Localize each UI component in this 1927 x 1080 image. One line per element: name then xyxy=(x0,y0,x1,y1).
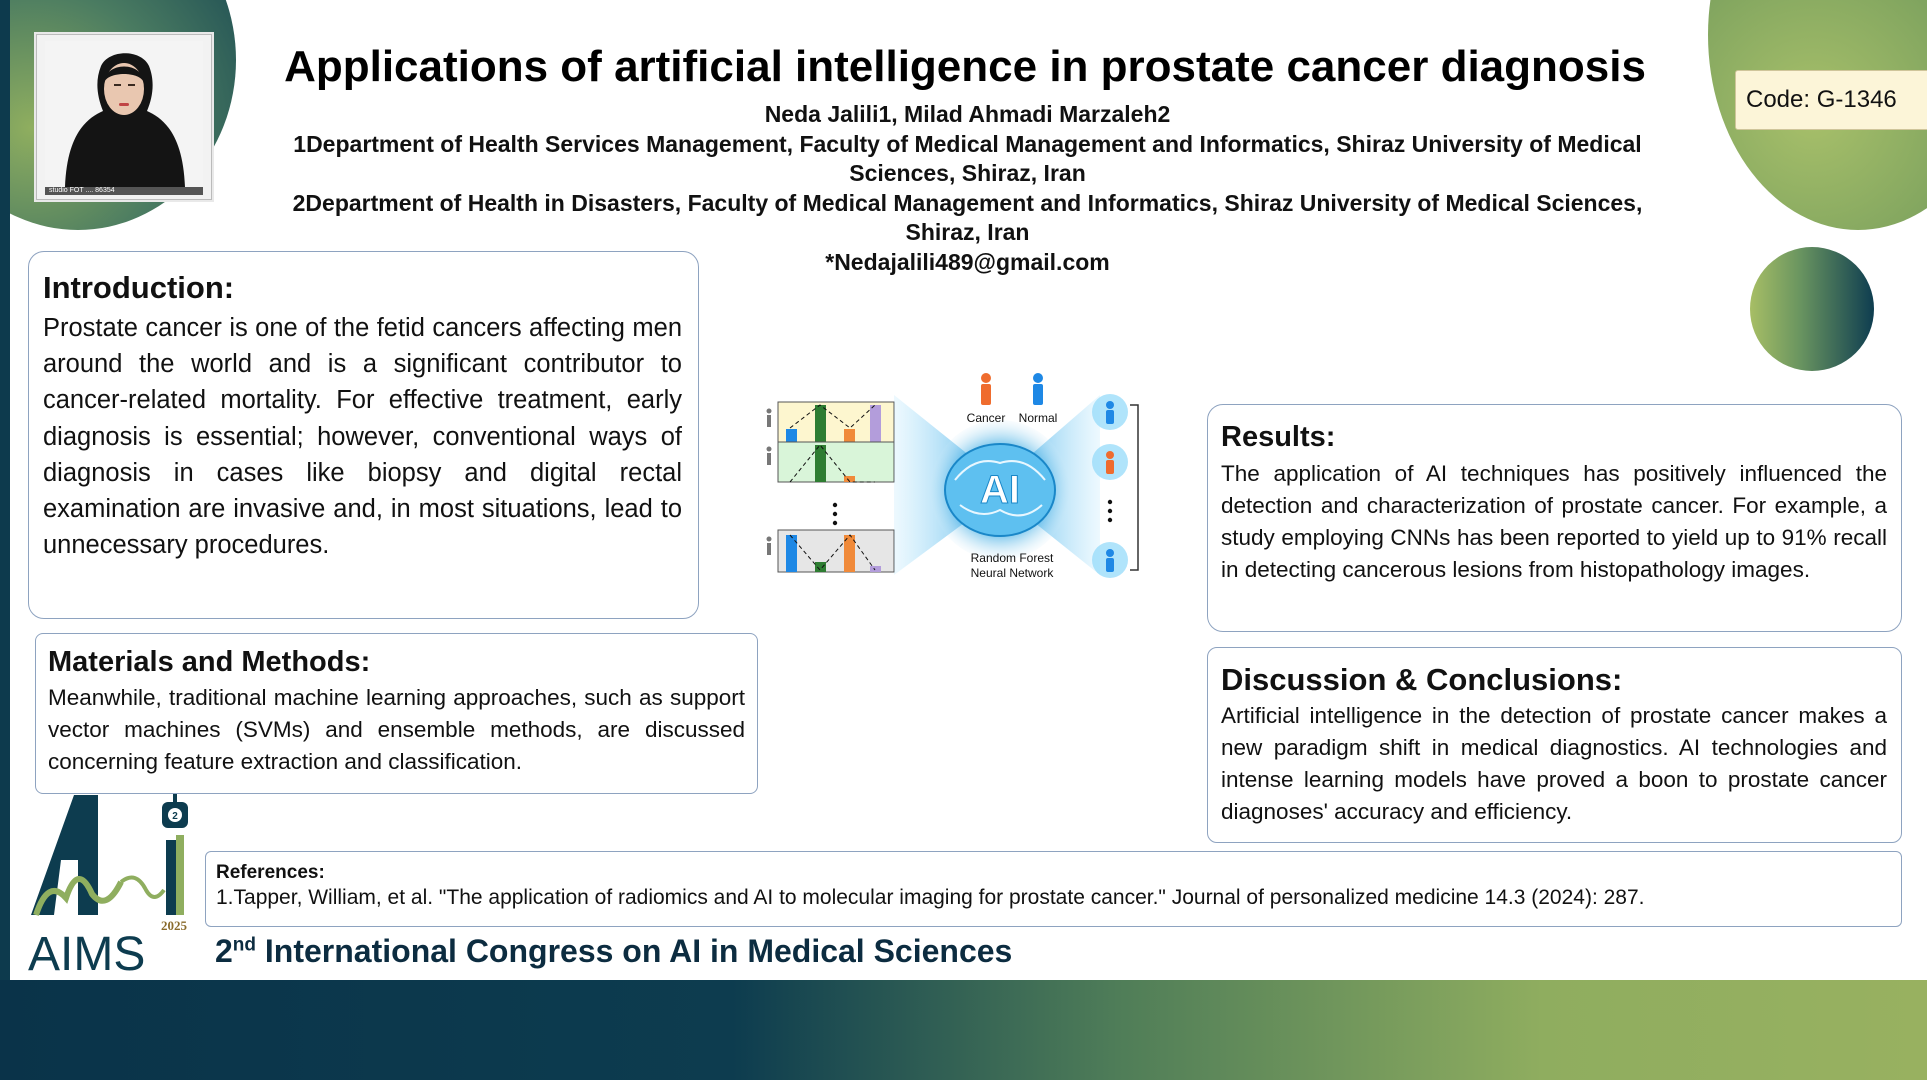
person-icon xyxy=(767,409,772,428)
references-panel xyxy=(205,851,1902,927)
results-panel xyxy=(1207,404,1902,632)
aims-logo xyxy=(26,790,211,975)
discussion-heading: Discussion & Conclusions: xyxy=(1221,662,1623,697)
author-names: Neda Jalili1, Milad Ahmadi Marzaleh2 xyxy=(764,101,1171,127)
photo-image xyxy=(45,41,203,187)
ai-label: AI xyxy=(980,468,1020,512)
logo-badge-number: 2 xyxy=(172,811,178,822)
left-edge-strip xyxy=(0,0,10,1080)
brain-icon xyxy=(945,444,1055,536)
method-label-1: Random Forest xyxy=(970,551,1054,565)
person-icon xyxy=(767,447,772,466)
introduction-panel xyxy=(28,251,699,619)
logo-wordmark: AIMS xyxy=(28,928,146,975)
congress-ordinal: 2 xyxy=(215,933,233,969)
congress-name xyxy=(215,933,1012,970)
affiliation-2: 2Department of Health in Disasters, Faculty of Medical Management and Informatics, Shiraz University of Medical Sciences, Shiraz, Iran xyxy=(292,189,1643,245)
congress-title: International Congress on AI in Medical Sciences xyxy=(256,933,1013,969)
method-label-2: Neural Network xyxy=(970,566,1054,580)
normal-label: Normal xyxy=(1018,411,1058,425)
results-body: The application of AI techniques has positively influenced the detection and characterization of prostate cancer. For example, a study employing CNNs has been reported to yield up to 91% recall in detecting cancerous lesions from histopathology images. xyxy=(1221,461,1887,582)
discussion-panel xyxy=(1207,647,1902,843)
footer-gradient-band xyxy=(0,980,1927,1080)
author-photo xyxy=(36,34,212,200)
photo-caption: studio FOT .... 86354 xyxy=(45,187,203,195)
logo-year: 2025 xyxy=(161,918,187,933)
person-icon xyxy=(767,537,772,556)
introduction-body: Prostate cancer is one of the fetid cancers affecting men around the world and is a significant contributor to cancer-related mortality. For effective treatment, early diagnosis is essential; however, conventional ways of diagnosis in cases like biopsy and digital rectal examination are invasive and, in most situations, lead to unnecessary procedures. xyxy=(43,314,682,560)
person-icon xyxy=(1033,373,1043,405)
congress-ordinal-suffix: nd xyxy=(232,934,257,956)
methods-heading: Materials and Methods: xyxy=(48,646,371,678)
discussion-body: Artificial intelligence in the detection of prostate cancer makes a new paradigm shift in medical diagnostics. AI technologies and intense learning models have proved a boon to prostate cancer diagnoses' accuracy and efficiency. xyxy=(1221,703,1887,824)
poster xyxy=(10,0,1927,980)
poster-title: Applications of artificial intelligence in prostate cancer diagnosis xyxy=(284,42,1646,91)
poster-code-badge: Code: G-1346 xyxy=(1735,70,1927,130)
results-heading: Results: xyxy=(1221,421,1336,453)
affiliation-1: 1Department of Health Services Management, Faculty of Medical Management and Informatics, Shiraz University of Medical Sciences, Shiraz, Iran xyxy=(293,130,1642,186)
reference-item: 1.Tapper, William, et al. "The application of radiomics and AI to molecular imaging for prostate cancer." Journal of personalized medicine 14.3 (2024): 287. xyxy=(216,886,1645,909)
ai-diagram-figure xyxy=(760,355,1160,595)
cancer-label: Cancer xyxy=(966,411,1006,425)
methods-panel xyxy=(35,633,758,794)
person-icon xyxy=(981,373,991,405)
decor-circle-right xyxy=(1750,247,1874,371)
methods-body: Meanwhile, traditional machine learning approaches, such as support vector machines (SVMs) and ensemble methods, are discussed concerning feature extraction and classification. xyxy=(48,685,745,774)
input-charts xyxy=(767,402,895,572)
references-heading: References: xyxy=(216,862,325,883)
robot-icon xyxy=(162,794,188,828)
introduction-heading: Introduction: xyxy=(43,270,235,305)
contact-email: *Nedajalili489@gmail.com xyxy=(825,248,1110,275)
